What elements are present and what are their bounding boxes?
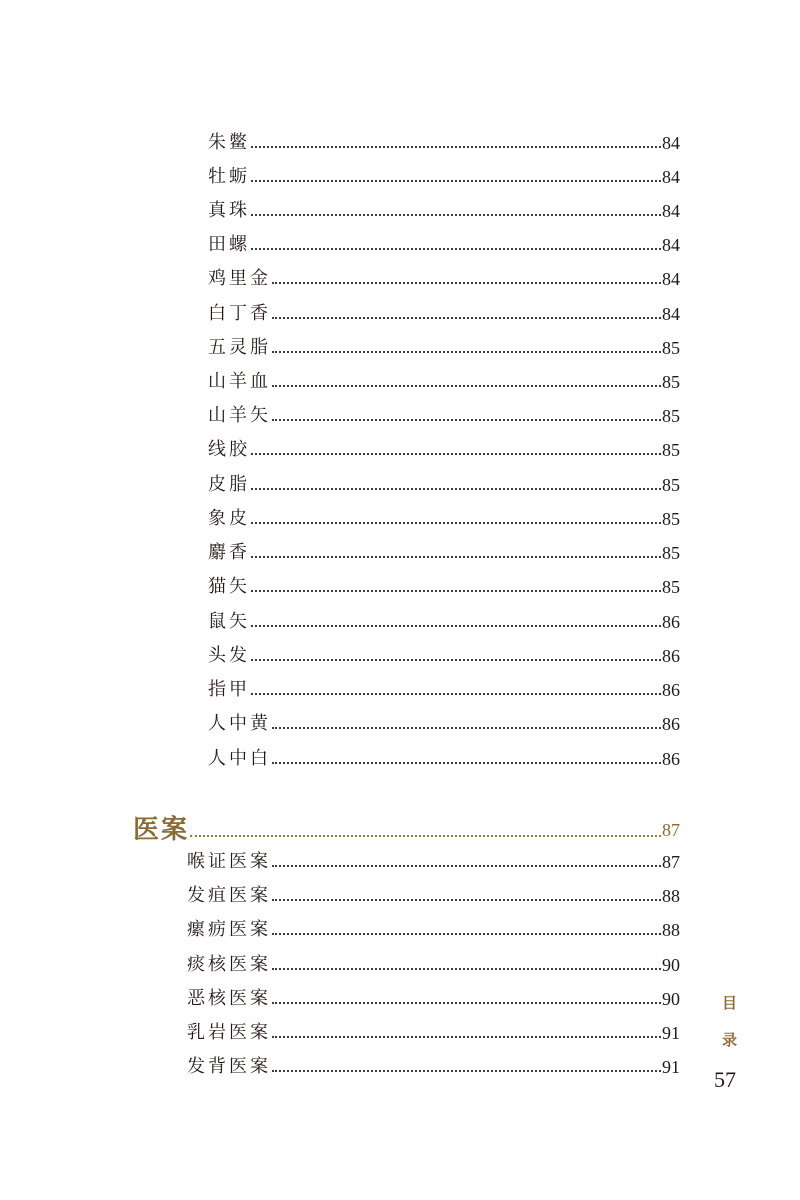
- dot-leader: [190, 835, 661, 837]
- section-label: 医案: [133, 815, 190, 845]
- entry-label: 象皮: [208, 508, 250, 529]
- toc-entry: [208, 403, 680, 429]
- side-label-char: 录: [722, 1031, 738, 1049]
- toc-entry: [208, 677, 680, 703]
- entry-page: 86: [662, 646, 680, 666]
- entry-page: 86: [662, 680, 680, 700]
- dot-leader: [272, 762, 661, 764]
- toc-entry: [187, 986, 680, 1012]
- entry-page: 85: [662, 577, 680, 597]
- toc-entry: [208, 301, 680, 327]
- entry-label: 朱鳖: [208, 132, 250, 153]
- toc-entry: [208, 540, 680, 566]
- side-label-char: 目: [722, 994, 738, 1012]
- entry-page: 84: [662, 235, 680, 255]
- entry-page: 86: [662, 749, 680, 769]
- dot-leader: [251, 522, 661, 524]
- dot-leader: [251, 214, 661, 216]
- toc-entry: [208, 198, 680, 224]
- toc-section-heading: [133, 813, 680, 847]
- entry-label: 五灵脂: [208, 337, 271, 358]
- toc-entry: [208, 711, 680, 737]
- dot-leader: [272, 899, 661, 901]
- entry-page: 86: [662, 612, 680, 632]
- dot-leader: [251, 590, 661, 592]
- entry-label: 皮脂: [208, 474, 250, 495]
- entry-label: 喉证医案: [187, 851, 271, 872]
- entry-page: 91: [662, 1023, 680, 1043]
- dot-leader: [272, 1036, 661, 1038]
- toc-entry: [208, 746, 680, 772]
- toc-entry: [187, 1020, 680, 1046]
- dot-leader: [251, 488, 661, 490]
- entry-label: 牡蛎: [208, 166, 250, 187]
- entry-label: 恶核医案: [187, 988, 271, 1009]
- dot-leader: [251, 556, 661, 558]
- entry-label: 发背医案: [187, 1056, 271, 1077]
- toc-entry: [208, 609, 680, 635]
- entry-label: 痰核医案: [187, 954, 271, 975]
- entry-page: 84: [662, 167, 680, 187]
- toc-entry: [208, 506, 680, 532]
- entry-label: 山羊血: [208, 371, 271, 392]
- toc-entry: [208, 164, 680, 190]
- entry-label: 发疽医案: [187, 885, 271, 906]
- dot-leader: [272, 865, 661, 867]
- toc-entry: [187, 917, 680, 943]
- entry-label: 人中黄: [208, 713, 271, 734]
- dot-leader: [272, 351, 661, 353]
- toc-entry: [208, 266, 680, 292]
- entry-page: 90: [662, 989, 680, 1009]
- entry-label: 鸡里金: [208, 268, 271, 289]
- toc-entry: [187, 849, 680, 875]
- entry-page: 90: [662, 955, 680, 975]
- entry-page: 85: [662, 406, 680, 426]
- toc-entry: [208, 232, 680, 258]
- dot-leader: [272, 968, 661, 970]
- dot-leader: [272, 1002, 661, 1004]
- dot-leader: [251, 693, 661, 695]
- entry-page: 84: [662, 304, 680, 324]
- dot-leader: [251, 180, 661, 182]
- toc-entry: [187, 1054, 680, 1080]
- entry-label: 头发: [208, 645, 250, 666]
- entry-label: 麝香: [208, 542, 250, 563]
- entry-label: 线胶: [208, 439, 250, 460]
- dot-leader: [251, 659, 661, 661]
- entry-label: 山羊矢: [208, 405, 271, 426]
- entry-label: 真珠: [208, 200, 250, 221]
- entry-label: 乳岩医案: [187, 1022, 271, 1043]
- dot-leader: [272, 1070, 661, 1072]
- dot-leader: [272, 317, 661, 319]
- dot-leader: [272, 282, 661, 284]
- entry-label: 白丁香: [208, 303, 271, 324]
- entry-page: 85: [662, 372, 680, 392]
- entry-page: 86: [662, 714, 680, 734]
- dot-leader: [272, 419, 661, 421]
- entry-page: 87: [662, 852, 680, 872]
- entry-label: 鼠矢: [208, 611, 250, 632]
- toc-entry: [208, 472, 680, 498]
- dot-leader: [251, 248, 661, 250]
- entry-page: 85: [662, 440, 680, 460]
- entry-label: 瘰疬医案: [187, 919, 271, 940]
- entry-label: 猫矢: [208, 576, 250, 597]
- dot-leader: [272, 933, 661, 935]
- toc-entry: [208, 130, 680, 156]
- entry-page: 88: [662, 886, 680, 906]
- entry-label: 人中白: [208, 748, 271, 769]
- dot-leader: [272, 385, 661, 387]
- entry-page: 84: [662, 269, 680, 289]
- toc-entry: [208, 335, 680, 361]
- toc-entry: [208, 369, 680, 395]
- toc-entry: [187, 952, 680, 978]
- toc-entry: [208, 574, 680, 600]
- page-number: 57: [714, 1067, 736, 1092]
- entry-page: 84: [662, 201, 680, 221]
- toc-entry: [208, 437, 680, 463]
- entry-label: 指甲: [208, 679, 250, 700]
- toc-entry: [187, 883, 680, 909]
- dot-leader: [251, 625, 661, 627]
- entry-page: 85: [662, 338, 680, 358]
- entry-page: 84: [662, 133, 680, 153]
- section-page: 87: [662, 820, 680, 840]
- dot-leader: [272, 727, 661, 729]
- dot-leader: [251, 146, 661, 148]
- entry-page: 85: [662, 475, 680, 495]
- entry-page: 88: [662, 920, 680, 940]
- toc-entry: [208, 643, 680, 669]
- entry-page: 85: [662, 509, 680, 529]
- entry-page: 85: [662, 543, 680, 563]
- entry-page: 91: [662, 1057, 680, 1077]
- entry-label: 田螺: [208, 234, 250, 255]
- dot-leader: [251, 453, 661, 455]
